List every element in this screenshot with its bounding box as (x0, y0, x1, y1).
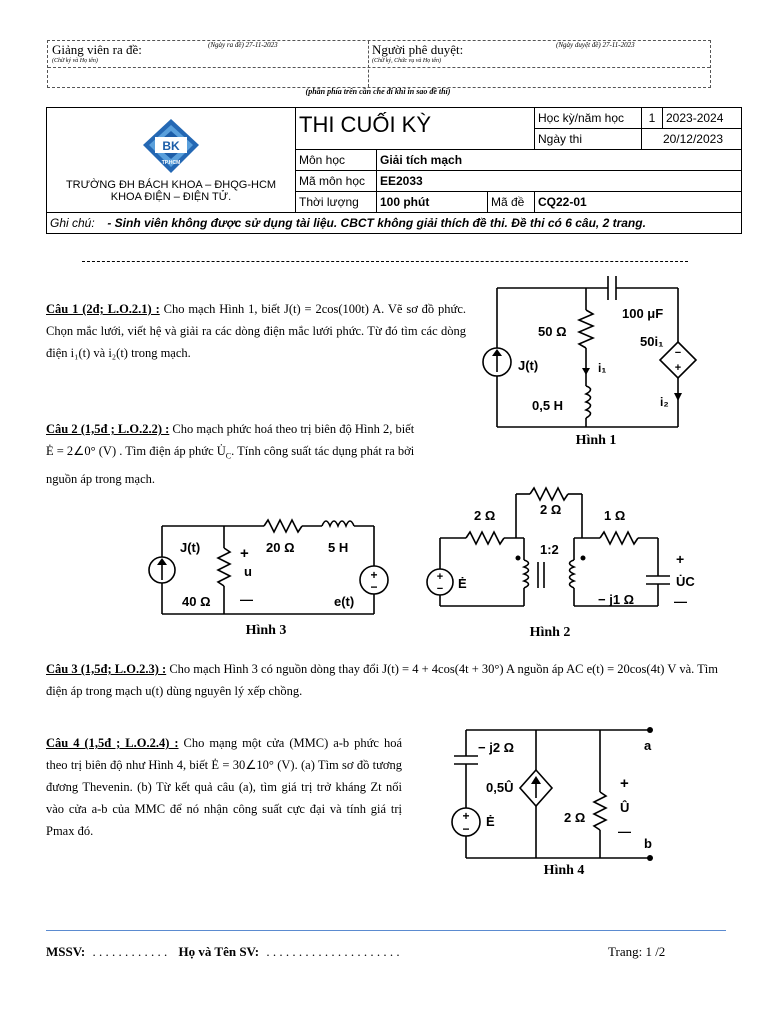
fig3-l: 5 H (328, 540, 349, 555)
svg-text:−: − (674, 347, 682, 359)
figure-2 (420, 478, 700, 644)
date-value: 20/12/2023 (642, 129, 742, 150)
fig2-uc: U̇C (676, 574, 695, 589)
cover-note: (phần phía trên cần che đi khi in sao đề thi) (305, 87, 451, 96)
fig4-plus: + (620, 775, 629, 792)
q2-text2: Ė = 2∠0° (V) . Tìm điện áp phức U̇ (46, 444, 226, 458)
figure-1 (476, 272, 716, 452)
school-line1: TRƯỜNG ĐH BÁCH KHOA – ĐHQG-HCM (65, 179, 277, 191)
figure-4 (440, 720, 670, 884)
fig3-src: J(t) (180, 540, 201, 555)
svg-text:−: − (370, 580, 378, 594)
fig2-cap: − j1 Ω (598, 592, 635, 607)
fig4-cap: − j2 Ω (478, 740, 515, 755)
q1-text: Cho mạch Hình 1, biết J(t) = 2cos(100t) A. Vẽ sơ đồ phức. Chọn mắc lưới, viết hệ và giải ra các dòng điện mắc lưới phức. Từ đó tìm các dòng điện i₁(t) và i₂(t) trong mạch. (46, 302, 466, 360)
svg-text:−: − (462, 822, 470, 836)
fig3-r1: 20 Ω (266, 540, 295, 555)
fig1-l: 0,5 H (532, 398, 564, 413)
fig4-b: b (644, 836, 652, 851)
mssv-label: MSSV: (46, 944, 86, 959)
note-text: - Sinh viên không được sử dụng tài liệu. CBCT không giải thích đề thi. Đề thi có 6 câu, 2 trang. (107, 216, 646, 230)
exam-code-value: CQ22-01 (535, 192, 742, 213)
footer-rule (46, 930, 726, 931)
q3-text: Cho mạch Hình 3 có nguồn dòng thay đổi J(t) = 4 + 4cos(4t + 30°) A nguồn áp AC e(t) = 20cos(4t) V và. Tìm điện áp trong mạch u(t) dùng nguyên lý xếp chồng. (46, 662, 718, 698)
fig3-r2: 40 Ω (182, 594, 211, 609)
lecturer-label: Giảng viên ra đề: (52, 42, 142, 57)
fig4-caption: Hình 4 (543, 863, 585, 878)
fig2-r1: 2 Ω (474, 508, 496, 523)
code-value: EE2033 (377, 171, 742, 192)
fig4-a: a (644, 738, 652, 753)
footer (46, 944, 726, 960)
fig1-c: 100 μF (622, 306, 664, 321)
subject-label: Môn học (296, 150, 377, 171)
svg-text:+: + (370, 568, 378, 582)
fig2-src: Ė (458, 576, 467, 591)
q2-text4: nguồn áp trong mạch. (46, 471, 156, 486)
fig3-e: e(t) (334, 594, 355, 609)
q2-heading: Câu 2 (1,5đ ; L.O.2.2) : (46, 422, 170, 436)
name-label: Họ và Tên SV: (178, 944, 260, 959)
year-value: 2023-2024 (663, 108, 742, 129)
exam-header (46, 107, 742, 234)
fig4-dep: 0,5Û (486, 780, 514, 795)
lecturer-sign: (Chữ ký và Họ tên) (52, 58, 98, 64)
fig2-minus: — (674, 594, 687, 609)
exam-title: THI CUỐI KỲ (296, 108, 535, 150)
name-dots: . . . . . . . . . . . . . . . . . . . . . (266, 944, 400, 959)
q2-text3: . Tính công suất tác dụng phát ra bởi (231, 444, 415, 458)
q1-heading: Câu 1 (2đ; L.O.2.1) : (46, 302, 160, 316)
q4-text: Cho mạng một cửa (MMC) a-b phức hoá theo trị biên độ như Hình 4, biết Ė = 30∠10° (V). (a) Tìm sơ đồ tương đương Thevenin. (b) Từ kết quả câu (a), tìm giá trị trở kháng Zt nối vào cửa a-b của MMC để nó nhận công suất cực đại và tính giá trị Pmax đó. (46, 736, 402, 838)
fig2-plus: + (676, 551, 685, 567)
code-label: Mã môn học (296, 171, 377, 192)
q2-sub: C (225, 451, 232, 461)
fig3-caption: Hình 3 (245, 623, 287, 638)
q3-heading: Câu 3 (1,5đ; L.O.2.3) : (46, 662, 167, 676)
fig3-u: u (244, 564, 252, 579)
semester-label: Học kỳ/năm học (535, 108, 642, 129)
figure-3 (148, 508, 398, 640)
question-2 (46, 418, 466, 490)
fig2-r2: 2 Ω (540, 502, 562, 517)
mssv-dots: . . . . . . . . . . . . (92, 944, 168, 959)
question-3 (46, 658, 718, 702)
fig4-u: Û (620, 800, 630, 815)
duration-value: 100 phút (377, 192, 488, 213)
question-1 (46, 298, 466, 364)
fig4-src: Ė (486, 814, 495, 829)
fig4-r: 2 Ω (564, 810, 586, 825)
semester-value: 1 (642, 108, 663, 129)
svg-text:−: − (436, 583, 444, 595)
fig1-dep: 50i₁ (640, 334, 664, 349)
fig4-minus: — (618, 824, 631, 839)
bk-logo (139, 117, 203, 175)
q2-text1: Cho mạch phức hoá theo trị biên độ Hình 2, biết (169, 422, 415, 436)
exam-code-label: Mã đề (488, 192, 535, 213)
fig2-ratio: 1:2 (540, 542, 559, 557)
approver-sign: (Chữ ký, Chức vụ và Họ tên) (372, 58, 442, 64)
page-number: Trang: 1 /2 (608, 944, 666, 959)
logo-text: BK (162, 139, 180, 153)
lecturer-date: (Ngày ra đề) 27-11-2023 (208, 41, 278, 49)
approver-label: Người phê duyệt: (372, 42, 464, 57)
svg-text:+: + (436, 571, 444, 583)
svg-text:+: + (462, 809, 470, 823)
fig1-i2: i₂ (660, 395, 669, 409)
fig2-r3: 1 Ω (604, 508, 626, 523)
approver-date: (Ngày duyệt đề) 27-11-2023 (556, 41, 635, 49)
logo-sub: TP.HCM (161, 160, 181, 166)
note-label: Ghi chú: (50, 216, 95, 230)
divider (82, 261, 688, 262)
fig1-caption: Hình 1 (575, 433, 617, 448)
fig1-i1: i₁ (598, 361, 607, 375)
signoff-box (47, 40, 711, 88)
date-label: Ngày thi (535, 129, 642, 150)
fig3-minus: — (240, 592, 253, 607)
subject-value: Giải tích mạch (377, 150, 742, 171)
fig3-plus: + (240, 545, 249, 562)
svg-text:+: + (674, 362, 682, 374)
fig1-r: 50 Ω (538, 324, 567, 339)
school-line2: KHOA ĐIỆN – ĐIỆN TỬ. (110, 191, 232, 203)
fig2-caption: Hình 2 (529, 625, 571, 640)
duration-label: Thời lượng (296, 192, 377, 213)
fig1-src: J(t) (518, 358, 539, 373)
question-4 (46, 732, 402, 842)
q4-heading: Câu 4 (1,5đ ; L.O.2.4) : (46, 736, 179, 750)
